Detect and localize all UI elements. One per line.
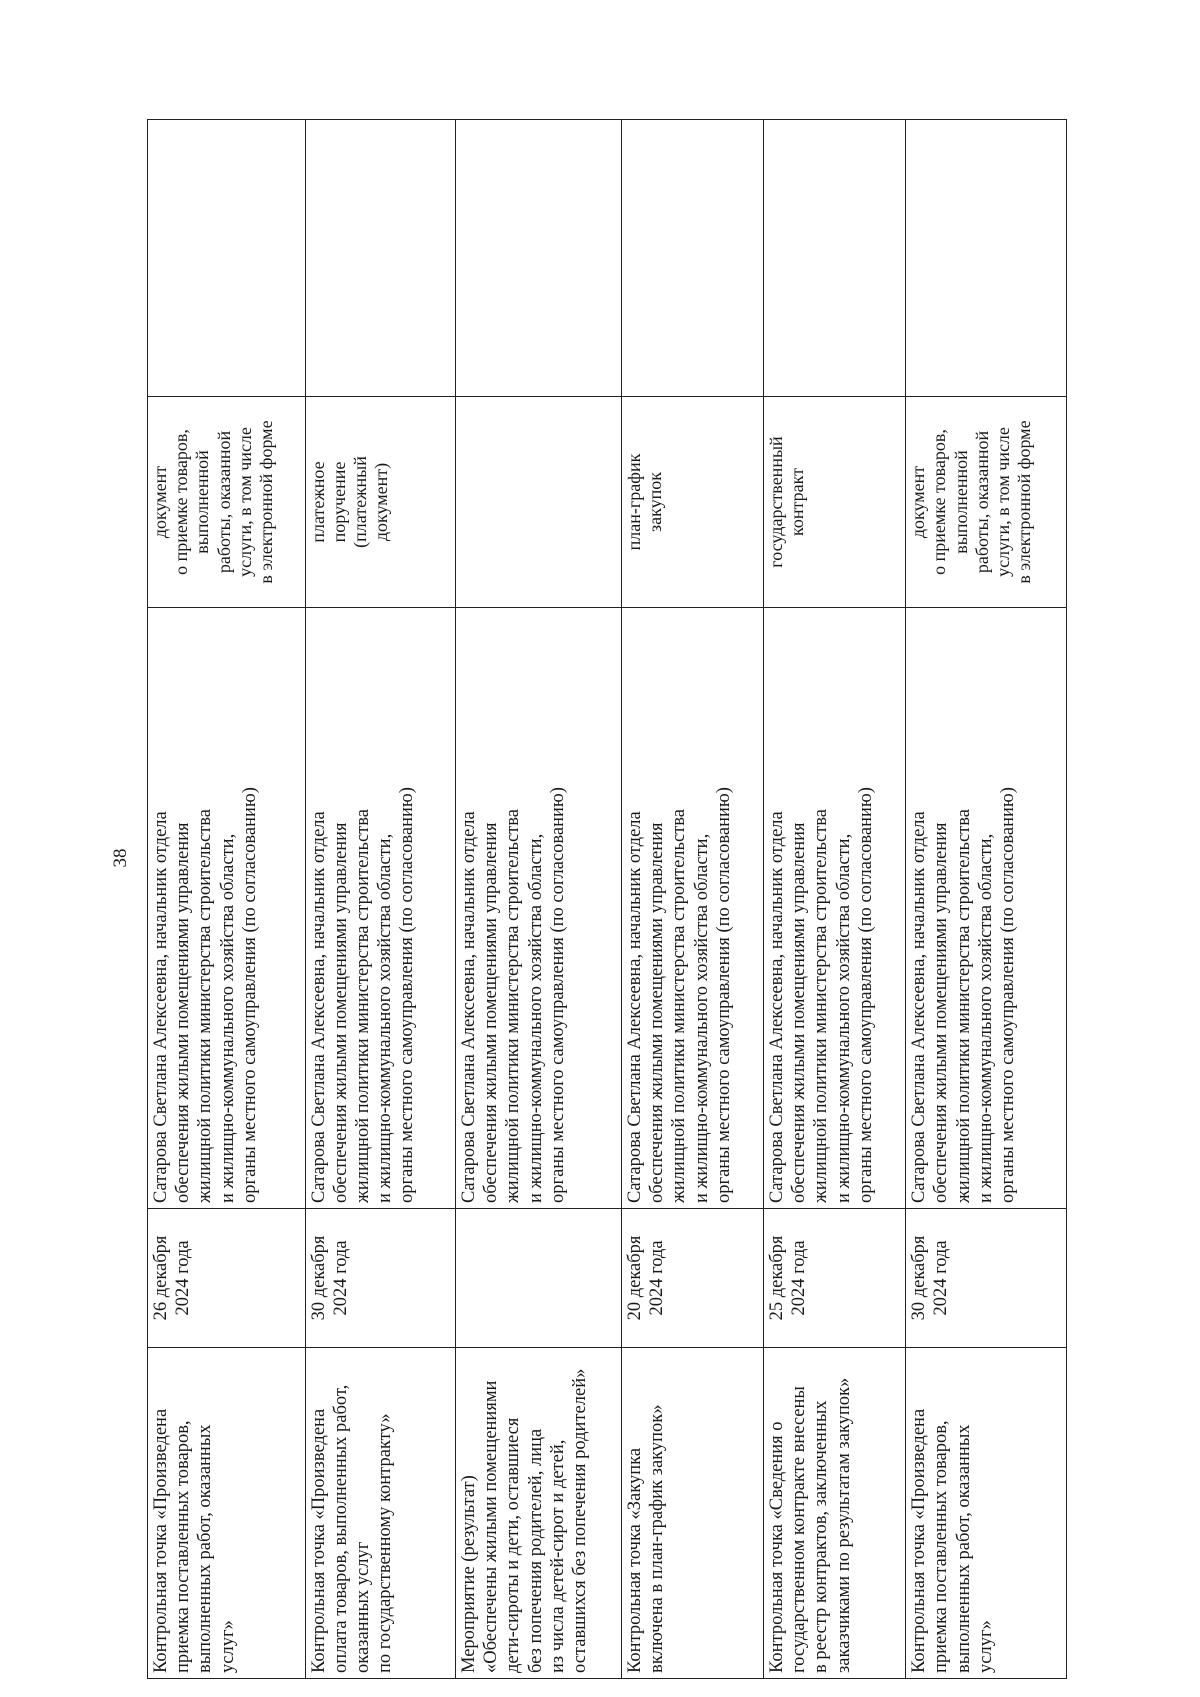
responsible-cell [148, 608, 306, 1209]
responsible-cell [305, 608, 455, 1209]
plan-table-rotated [147, 119, 1067, 1679]
responsible-text: Сатарова Светлана Алексеевна, начальник отдела обеспечения жилыми помещениями управления жилищной политики министерства строительства и жилищно-коммунального хозяйства области, органы местного самоуправления (по согласованию) [625, 787, 734, 1203]
document-text: документ о приемке товаров, выполненной работы, оказанной услуги, в том числе в электронной форме [908, 420, 1035, 584]
table-row [622, 120, 764, 1679]
extra-cell [148, 120, 306, 397]
result-cell [305, 1348, 455, 1679]
page-number: 38 [110, 848, 131, 868]
responsible-text: Сатарова Светлана Алексеевна, начальник отдела обеспечения жилыми помещениями управления жилищной политики министерства строительства и жилищно-коммунального хозяйства области, органы местного самоуправления (по согласованию) [308, 787, 418, 1203]
extra-cell [906, 120, 1067, 397]
result-text: Контрольная точка «Сведения о государственном контракте внесены в реестр контрактов, заключенных заказчиками по результатам закупок» [767, 1377, 854, 1673]
date-cell [764, 1209, 906, 1348]
plan-table [147, 119, 1067, 1679]
document-cell [456, 397, 622, 608]
result-cell [906, 1348, 1067, 1679]
result-text: Контрольная точка «Произведена приемка поставленных товаров, выполненных работ, оказанных услуг» [151, 1408, 238, 1673]
document-cell [622, 397, 764, 608]
responsible-text: Сатарова Светлана Алексеевна, начальник отдела обеспечения жилыми помещениями управления жилищной политики министерства строительства и жилищно-коммунального хозяйства области, органы местного самоуправления (по согласованию) [459, 787, 568, 1203]
date-cell [456, 1209, 622, 1348]
table-row [305, 120, 455, 1679]
responsible-text: Сатарова Светлана Алексеевна, начальник отдела обеспечения жилыми помещениями управления жилищной политики министерства строительства и жилищно-коммунального хозяйства области, органы местного самоуправления (по согласованию) [151, 787, 260, 1203]
table-row [456, 120, 622, 1679]
date-cell [148, 1209, 306, 1348]
responsible-cell [622, 608, 764, 1209]
extra-cell [764, 120, 906, 397]
responsible-cell [906, 608, 1067, 1209]
result-text: Контрольная точка «Произведена оплата товаров, выполненных работ, оказанных услуг по государственному контракту» [308, 1384, 396, 1673]
result-cell [622, 1348, 764, 1679]
responsible-text: Сатарова Светлана Алексеевна, начальник отдела обеспечения жилыми помещениями управления жилищной политики министерства строительства и жилищно-коммунального хозяйства области, органы местного самоуправления (по согласованию) [909, 787, 1018, 1203]
date-text: 25 декабря 2024 года [767, 1235, 810, 1321]
result-cell [764, 1348, 906, 1679]
document-cell [305, 397, 455, 608]
responsible-cell [456, 608, 622, 1209]
result-text: Контрольная точка «Закупка включена в план-график закупок» [625, 1404, 668, 1673]
date-cell [906, 1209, 1067, 1348]
document-cell [906, 397, 1067, 608]
extra-cell [622, 120, 764, 397]
document-text: план-график закупок [624, 453, 666, 551]
result-text: Мероприятие (результат) «Обеспечены жилыми помещениями дети-сироты и дети, оставшиеся без попечения родителей, лица из числа детей-сирот и детей, оставшихся без попечения родителей» [459, 1368, 590, 1673]
date-text: 20 декабря 2024 года [625, 1235, 668, 1321]
table-row [764, 120, 906, 1679]
document-text: документ о приемке товаров, выполненной работы, оказанной услуги, в том числе в электронной форме [150, 420, 277, 584]
table-row [906, 120, 1067, 1679]
date-cell [622, 1209, 764, 1348]
extra-cell [456, 120, 622, 397]
table-row [148, 120, 306, 1679]
date-cell [305, 1209, 455, 1348]
responsible-cell [764, 608, 906, 1209]
result-text: Контрольная точка «Произведена приемка поставленных товаров, выполненных работ, оказанных услуг» [909, 1408, 996, 1673]
date-text: 30 декабря 2024 года [308, 1235, 351, 1321]
document-cell [764, 397, 906, 608]
document-cell [148, 397, 306, 608]
result-cell [456, 1348, 622, 1679]
date-text: 30 декабря 2024 года [909, 1235, 952, 1321]
result-cell [148, 1348, 306, 1679]
date-text: 26 декабря 2024 года [151, 1235, 194, 1321]
document-text: платежное поручение (платежный документ) [307, 456, 392, 548]
responsible-text: Сатарова Светлана Алексеевна, начальник отдела обеспечения жилыми помещениями управления жилищной политики министерства строительства и жилищно-коммунального хозяйства области, органы местного самоуправления (по согласованию) [767, 787, 876, 1203]
document-text: государственный контракт [766, 436, 808, 568]
extra-cell [305, 120, 455, 397]
